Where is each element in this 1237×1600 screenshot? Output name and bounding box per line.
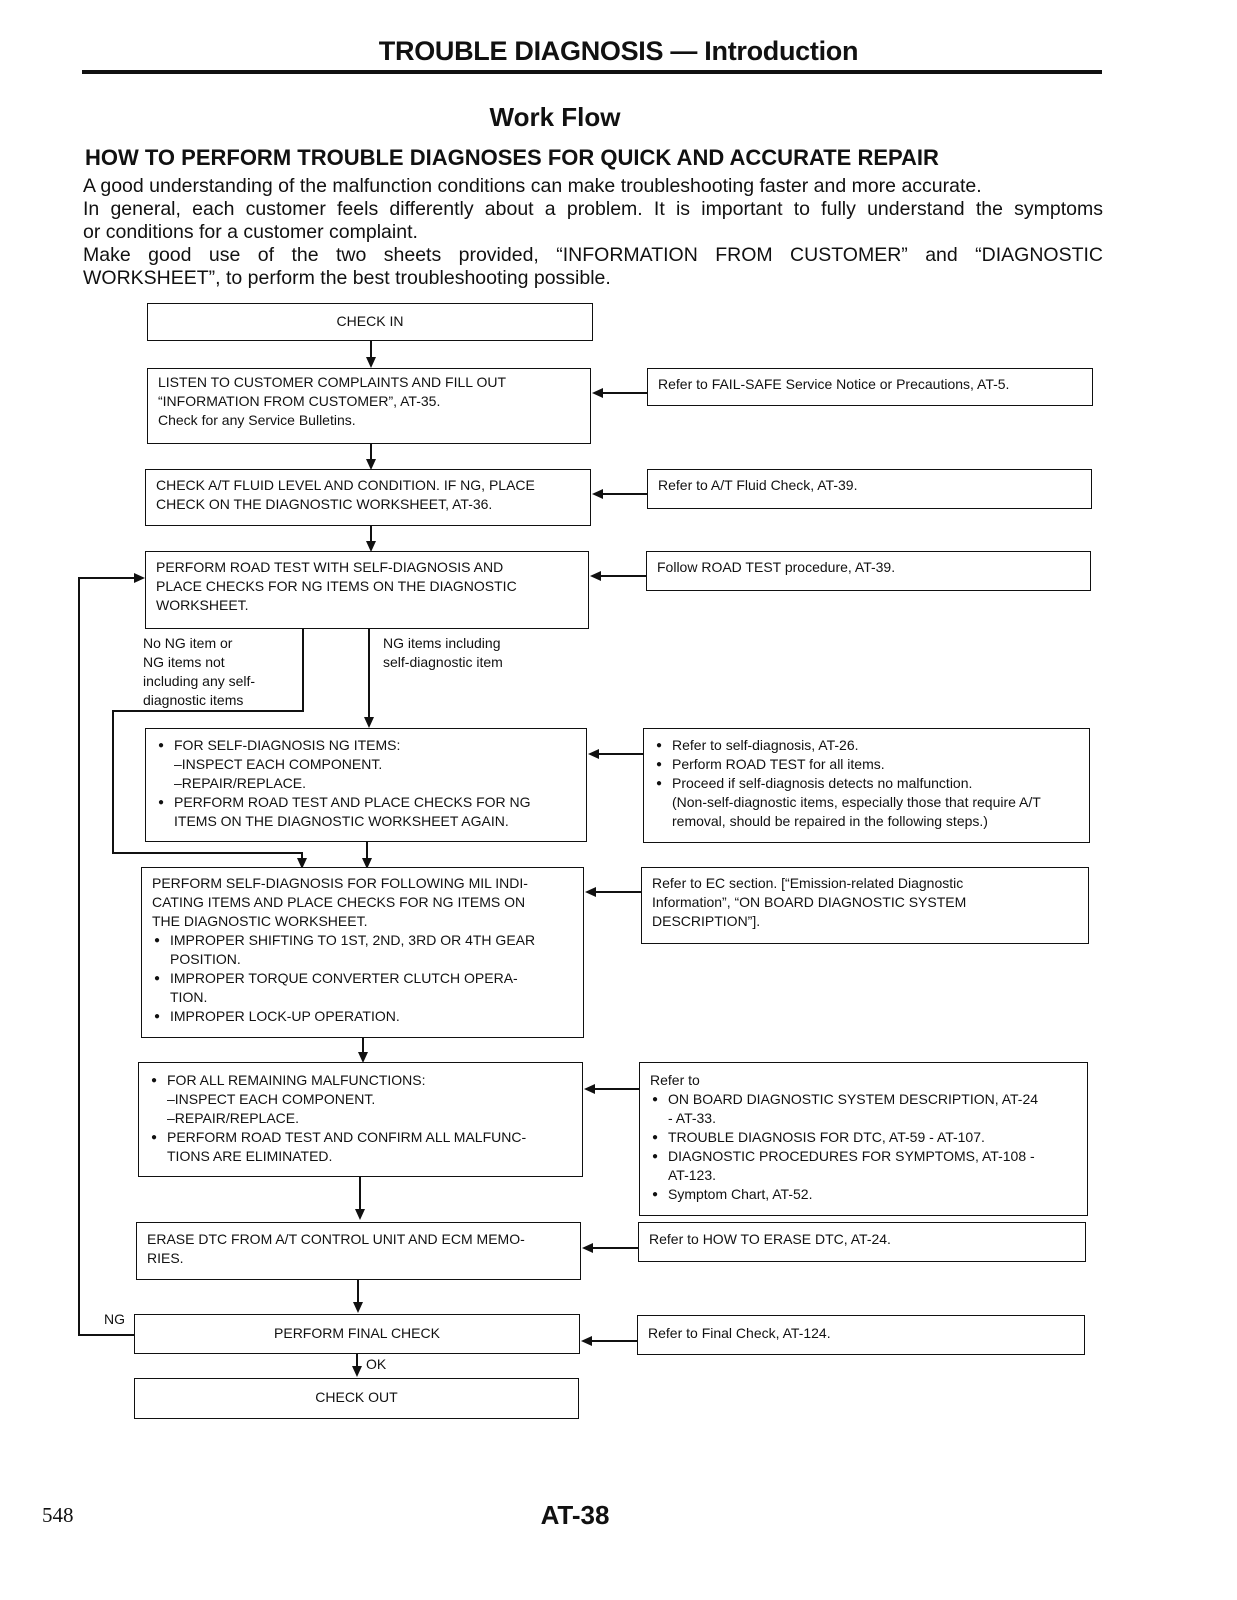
arrow-left-icon (592, 489, 603, 499)
step-remaining-malfunctions (138, 1062, 583, 1177)
ref-self-diagnosis (643, 728, 1090, 843)
bullet-text: –REPAIR/REPLACE. (167, 1110, 300, 1126)
ref-text: Refer to Final Check, AT-124. (648, 1325, 831, 1341)
arrow-down-icon (352, 1366, 362, 1377)
arrow-down-icon (364, 717, 374, 728)
connector (594, 1088, 639, 1090)
ref-text: Follow ROAD TEST procedure, AT-39. (657, 559, 896, 575)
section-subtitle: HOW TO PERFORM TROUBLE DIAGNOSES FOR QUICK AND ACCURATE REPAIR (85, 145, 939, 170)
step-text: PERFORM ROAD TEST WITH SELF-DIAGNOSIS AND (156, 559, 504, 575)
branch-text: NG items including (383, 635, 501, 651)
bullet-text: ● DIAGNOSTIC PROCEDURES FOR SYMPTOMS, AT-108 - (668, 1148, 1035, 1164)
step-text: CATING ITEMS AND PLACE CHECKS FOR NG ITEMS ON (152, 894, 526, 910)
step-text: CHECK ON THE DIAGNOSTIC WORKSHEET, AT-36. (156, 496, 493, 512)
ref-text: Information”, “ON BOARD DIAGNOSTIC SYSTEM (652, 894, 967, 910)
connector (112, 710, 114, 853)
bullet-item (654, 774, 1079, 831)
bullet-text: ● PERFORM ROAD TEST AND CONFIRM ALL MALFUNC- (167, 1129, 527, 1145)
step-text: PLACE CHECKS FOR NG ITEMS ON THE DIAGNOSTIC (156, 578, 517, 594)
bullet-item (156, 736, 576, 793)
bullet-text: ITEMS ON THE DIAGNOSTIC WORKSHEET AGAIN. (174, 813, 509, 829)
ref-fail-safe (647, 368, 1093, 406)
arrow-left-icon (581, 1336, 592, 1346)
step-final-check (134, 1314, 580, 1354)
bullet-text: –INSPECT EACH COMPONENT. (167, 1091, 376, 1107)
arrow-left-icon (584, 1084, 595, 1094)
bullet-text: - AT-33. (668, 1110, 716, 1126)
connector (591, 1340, 637, 1342)
branch-text: NG items not (143, 654, 225, 670)
step-text: LISTEN TO CUSTOMER COMPLAINTS AND FILL OUT (158, 374, 506, 390)
bullet-item (152, 969, 573, 1007)
intro-line: In general, each customer feels differently about a problem. It is important to fully understand the symptoms (83, 198, 1103, 220)
bullet-text: –INSPECT EACH COMPONENT. (174, 756, 383, 772)
ref-erase-dtc (638, 1222, 1086, 1262)
intro-text (83, 175, 1103, 290)
bullet-item (650, 1090, 1077, 1128)
intro-line: A good understanding of the malfunction conditions can make troubleshooting faster and more accurate. (83, 175, 982, 197)
step-check-out (134, 1378, 579, 1419)
bullet-text: ● FOR SELF-DIAGNOSIS NG ITEMS: (174, 737, 401, 753)
bullet-text: ● TROUBLE DIAGNOSIS FOR DTC, AT-59 - AT-107. (668, 1129, 985, 1145)
step-text: ERASE DTC FROM A/T CONTROL UNIT AND ECM MEMO- (147, 1231, 525, 1247)
step-text: PERFORM SELF-DIAGNOSIS FOR FOLLOWING MIL INDI- (152, 875, 528, 891)
connector (592, 1247, 638, 1249)
connector (359, 1177, 361, 1211)
ref-text: Refer to HOW TO ERASE DTC, AT-24. (649, 1231, 891, 1247)
section-title: Work Flow (489, 102, 621, 132)
bullet-text: ● Proceed if self-diagnosis detects no malfunction. (672, 775, 973, 791)
bullet-text: ● IMPROPER TORQUE CONVERTER CLUTCH OPERA- (170, 970, 518, 986)
branch-text: self-diagnostic item (383, 654, 503, 670)
ng-label: NG (104, 1311, 125, 1327)
bullet-text: POSITION. (170, 951, 241, 967)
connector (598, 753, 643, 755)
step-self-diagnosis-ng (145, 728, 587, 842)
ref-text: Refer to A/T Fluid Check, AT-39. (658, 477, 858, 493)
connector (595, 891, 641, 893)
bullet-item (152, 1007, 573, 1026)
bullet-text: TION. (170, 989, 208, 1005)
step-label: CHECK OUT (315, 1389, 398, 1405)
bullet-item (156, 793, 576, 831)
ref-text: DESCRIPTION”]. (652, 913, 761, 929)
bullet-item (650, 1147, 1077, 1185)
step-road-test (145, 551, 589, 629)
connector (602, 392, 647, 394)
step-erase-dtc (136, 1222, 581, 1280)
bullet-item (149, 1128, 572, 1166)
bullet-item (650, 1185, 1077, 1204)
step-text: RIES. (147, 1250, 184, 1266)
bullet-text: TIONS ARE ELIMINATED. (167, 1148, 333, 1164)
ref-ec-section (641, 867, 1089, 944)
page-number: AT-38 (540, 1500, 610, 1530)
ref-remaining (639, 1062, 1088, 1216)
step-label: PERFORM FINAL CHECK (274, 1325, 440, 1341)
bullet-text: removal, should be repaired in the following steps.) (672, 813, 988, 829)
step-check-in (147, 303, 593, 341)
sheet-number: 548 (42, 1503, 74, 1527)
arrow-down-icon (353, 1302, 363, 1313)
connector (368, 629, 370, 719)
connector (112, 852, 302, 854)
intro-line: Make good use of the two sheets provided, “INFORMATION FROM CUSTOMER” and “DIAGNOSTIC (83, 244, 1103, 266)
ref-text: Refer to FAIL-SAFE Service Notice or Precautions, AT-5. (658, 376, 1010, 392)
ref-road-test (646, 551, 1091, 591)
arrow-left-icon (590, 571, 601, 581)
bullet-text: –REPAIR/REPLACE. (174, 775, 307, 791)
step-text: WORKSHEET. (156, 597, 249, 613)
ref-text: Refer to EC section. [“Emission-related Diagnostic (652, 875, 964, 891)
intro-line: or conditions for a customer complaint. (83, 221, 418, 243)
arrow-left-icon (582, 1243, 593, 1253)
bullet-item (152, 931, 573, 969)
step-listen-to-customer (147, 368, 591, 444)
branch-text: No NG item or (143, 635, 233, 651)
branch-text: including any self- (143, 673, 256, 689)
connector (357, 1280, 359, 1304)
arrow-left-icon (585, 887, 596, 897)
bullet-item (650, 1128, 1077, 1147)
arrow-left-icon (592, 388, 603, 398)
ok-label: OK (366, 1356, 387, 1372)
step-check-fluid (145, 469, 591, 526)
branch-label-no-ng (143, 634, 255, 710)
step-mil-self-diagnosis (141, 867, 584, 1038)
bullet-text: ● IMPROPER LOCK-UP OPERATION. (170, 1008, 400, 1024)
bullet-text: ● IMPROPER SHIFTING TO 1ST, 2ND, 3RD OR 4TH GEAR (170, 932, 536, 948)
connector (112, 710, 304, 712)
bullet-item: ● Refer to self-diagnosis, AT-26. (654, 736, 1079, 755)
bullet-item: ● Perform ROAD TEST for all items. (654, 755, 1079, 774)
intro-line: WORKSHEET”, to perform the best troubleshooting possible. (83, 267, 611, 289)
ref-fluid-check (647, 469, 1092, 509)
connector (78, 577, 80, 1335)
ref-final-check (637, 1315, 1085, 1355)
connector (78, 1334, 134, 1336)
arrow-left-icon (588, 749, 599, 759)
arrow-down-icon (366, 357, 376, 368)
bullet-text: AT-123. (668, 1167, 716, 1183)
branch-label-ng-self-diag (383, 634, 503, 672)
bullet-text: ● Symptom Chart, AT-52. (668, 1186, 813, 1202)
connector (600, 575, 646, 577)
page-header-title: TROUBLE DIAGNOSIS — Introduction (378, 36, 859, 66)
bullet-item (149, 1071, 572, 1128)
arrow-right-icon (134, 573, 145, 583)
bullet-text: (Non-self-diagnostic items, especially those that require A/T (672, 794, 1041, 810)
arrow-down-icon (355, 1209, 365, 1220)
step-label: CHECK IN (336, 313, 404, 329)
branch-text: diagnostic items (143, 692, 244, 708)
ref-text: Refer to (650, 1072, 700, 1088)
bullet-text: ● PERFORM ROAD TEST AND PLACE CHECKS FOR NG (174, 794, 531, 810)
connector (602, 493, 647, 495)
connector (302, 629, 304, 711)
bullet-text: ● FOR ALL REMAINING MALFUNCTIONS: (167, 1072, 426, 1088)
step-text: “INFORMATION FROM CUSTOMER”, AT-35. (158, 393, 441, 409)
step-text: THE DIAGNOSTIC WORKSHEET. (152, 913, 368, 929)
connector (78, 577, 134, 579)
header-rule (82, 70, 1102, 74)
step-text: CHECK A/T FLUID LEVEL AND CONDITION. IF NG, PLACE (156, 477, 535, 493)
step-text: Check for any Service Bulletins. (158, 412, 356, 428)
bullet-text: ● ON BOARD DIAGNOSTIC SYSTEM DESCRIPTION, AT-24 (668, 1091, 1039, 1107)
